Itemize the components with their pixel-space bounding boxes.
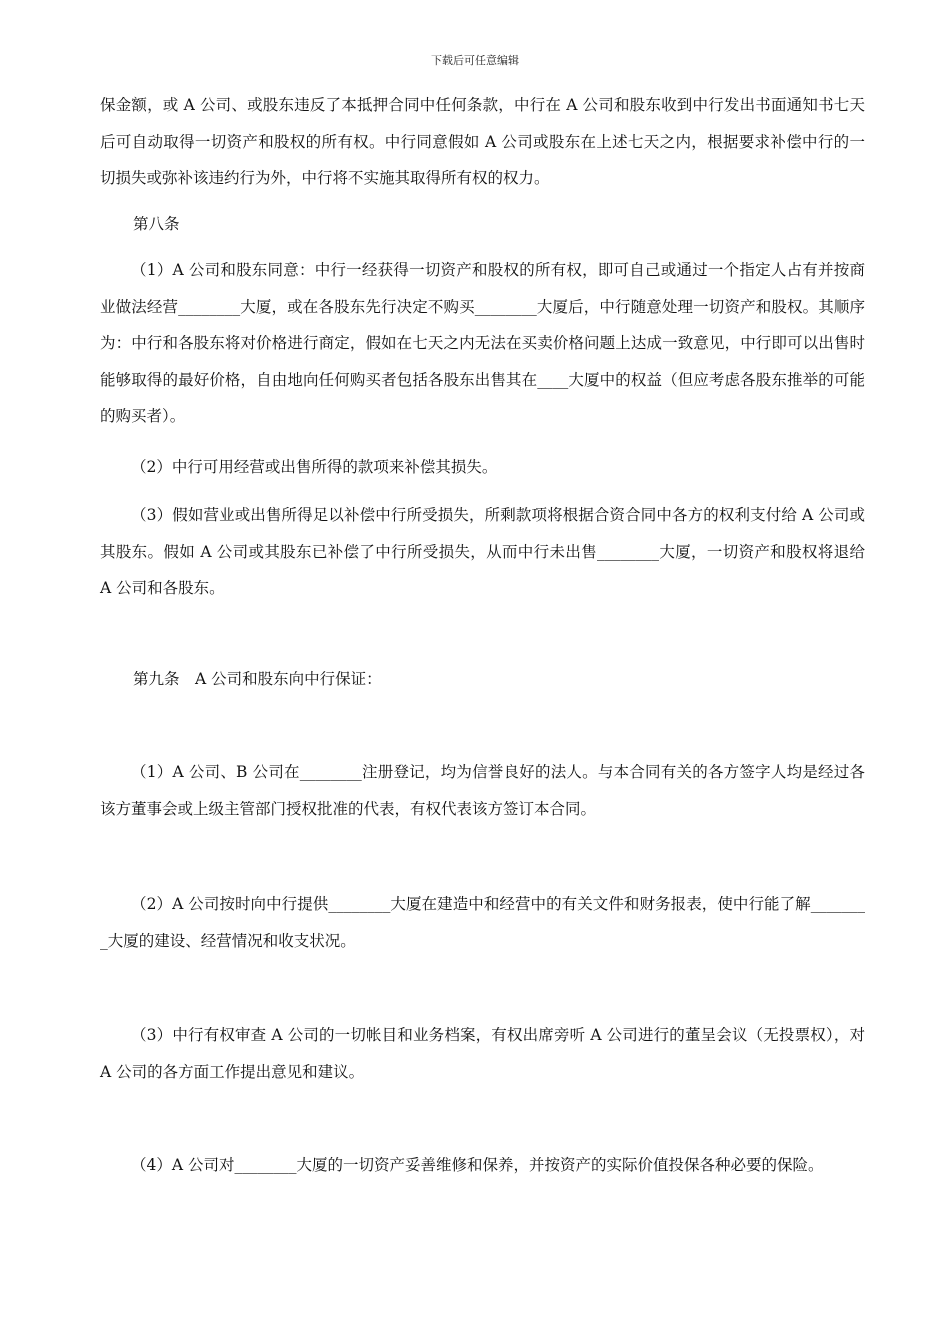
article-9-clause-1: （1）A 公司、B 公司在________注册登记，均为信誉良好的法人。与本合同有关的各方签字人均是经过各该方董事会或上级主管部门授权批准的代表，有权代表该方签订本合同。	[100, 763, 865, 818]
article-8-clause-3: （3）假如营业或出售所得足以补偿中行所受损失，所剩款项将根据合资合同中各方的权利支付给 A 公司或其股东。假如 A 公司或其股东已补偿了中行所受损失，从而中行未出售________大厦，一切资产和股权将退给 A 公司和各股东。	[100, 506, 865, 597]
intro-paragraph: 保金额，或 A 公司、或股东违反了本抵押合同中任何条款，中行在 A 公司和股东收到中行发出书面通知书七天后可自动取得一切资产和股权的所有权。中行同意假如 A 公司或股东在上述七天之内，根据要求补偿中行的一切损失或弥补该违约行为外，中行将不实施其取得所有权的权力。	[100, 96, 865, 187]
article-8-title: 第八条	[133, 215, 180, 233]
article-9-clause-3: （3）中行有权审查 A 公司的一切帐目和业务档案，有权出席旁听 A 公司进行的董呈会议（无投票权），对 A 公司的各方面工作提出意见和建议。	[100, 1026, 865, 1081]
article-9-clause-4: （4）A 公司对________大厦的一切资产妥善维修和保养，并按资产的实际价值投保各种必要的保险。	[131, 1156, 824, 1174]
article-8-clause-2: （2）中行可用经营或出售所得的款项来补偿其损失。	[131, 458, 498, 476]
article-9-title: 第九条 A 公司和股东向中行保证：	[133, 670, 382, 688]
article-8-clause-1: （1）A 公司和股东同意：中行一经获得一切资产和股权的所有权，即可自己或通过一个指定人占有并按商业做法经营________大厦，或在各股东先行决定不购买________大厦后，中行随意处理一切资产和股权。其顺序为：中行和各股东将对价格进行商定，假如在七天之内无法在买卖价格问题上达成一致意见，中行即可以出售时能够取得的最好价格，自由地向任何购买者包括各股东出售其在____大厦中的权益（但应考虑各股东推举的可能的购买者）。	[100, 261, 865, 425]
article-9-clause-2: （2）A 公司按时向中行提供________大厦在建造中和经营中的有关文件和财务报表，使中行能了解________大厦的建设、经营情况和收支状况。	[100, 895, 865, 950]
page-header-note: 下载后可任意编辑	[431, 54, 519, 67]
